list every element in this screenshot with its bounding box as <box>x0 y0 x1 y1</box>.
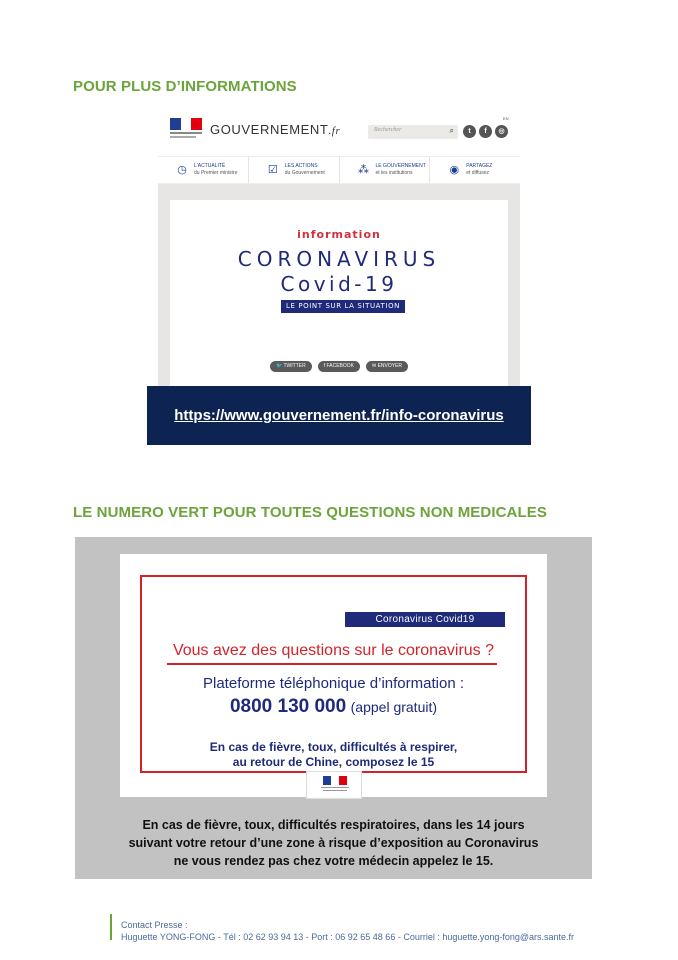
share-twitter-button[interactable]: 🐦 TWITTER <box>270 361 312 372</box>
coronavirus-banner <box>170 200 508 386</box>
language-switch[interactable]: EN <box>503 116 509 121</box>
share-row <box>170 361 508 372</box>
marianne-logo <box>170 118 202 142</box>
nav-item-partagez[interactable]: ◉ PARTAGEZ et diffusez <box>449 163 493 176</box>
nav-item-actions[interactable]: ☑ LES ACTIONS du Gouvernement <box>249 157 340 183</box>
clock-icon: ◷ <box>177 164 187 176</box>
search-icon[interactable]: ⌕ <box>449 126 454 135</box>
poster-fever-line1: En cas de fièvre, toux, difficultés à respirer, <box>209 740 458 754</box>
share-facebook-button[interactable]: f FACEBOOK <box>318 361 360 372</box>
gov-nav <box>158 156 520 184</box>
section-title-informations: POUR PLUS D’INFORMATIONS <box>73 78 297 95</box>
info-coronavirus-link[interactable]: https://www.gouvernement.fr/info-coronavirus <box>174 407 504 424</box>
share-email-button[interactable]: ✉ ENVOYER <box>366 361 408 372</box>
marianne-logo-small <box>306 771 362 799</box>
numero-vert-block <box>75 537 592 879</box>
gov-brand[interactable]: GOUVERNEMENT.fr <box>210 122 341 137</box>
banner-title: CORONAVIRUS <box>237 247 441 271</box>
banner-subtitle: Covid-19 <box>280 272 398 296</box>
gov-website-screenshot <box>158 110 520 390</box>
nav-item-actualite[interactable]: ◷ L'ACTUALITÉ du Premier ministre <box>158 157 249 183</box>
footer-label: Contact Presse : <box>121 920 188 930</box>
nav-item-gouvernement[interactable]: ⁂ LE GOUVERNEMENT et les institutions <box>340 157 431 183</box>
instagram-icon[interactable]: ◎ <box>495 125 508 138</box>
section-title-numero-vert: LE NUMERO VERT POUR TOUTES QUESTIONS NON MEDICALES <box>73 504 547 521</box>
free-call-note: (appel gratuit) <box>350 699 438 715</box>
gov-header <box>158 110 520 150</box>
url-banner <box>147 386 531 445</box>
checkbox-icon: ☑ <box>267 164 278 176</box>
situation-badge[interactable]: LE POINT SUR LA SITUATION <box>281 300 405 313</box>
phone-number: 0800 130 000 <box>229 696 347 717</box>
org-icon: ⁂ <box>358 164 369 176</box>
numero-vert-poster <box>120 554 547 797</box>
search-input[interactable]: Rechercher ⌕ <box>368 125 458 139</box>
poster-question: Vous avez des questions sur le coronavirus ? <box>172 642 495 659</box>
poster-platform: Plateforme téléphonique d’information : <box>203 675 464 692</box>
poster-fever-line2: au retour de Chine, composez le 15 <box>232 755 435 769</box>
footer-accent-bar <box>110 914 112 940</box>
poster-phone <box>120 696 547 718</box>
broadcast-icon: ◉ <box>449 164 460 176</box>
poster-tag: Coronavirus Covid19 <box>345 612 505 627</box>
poster-underline <box>167 663 497 665</box>
banner-kicker: information <box>297 228 381 241</box>
footer-contact: Huguette YONG-FONG - Tél : 02 62 93 94 13 - Port : 06 92 65 48 66 - Courriel : huguette.yong-fong@ars.sante.fr <box>121 932 575 942</box>
facebook-icon[interactable]: f <box>479 125 492 138</box>
twitter-icon[interactable]: t <box>463 125 476 138</box>
fever-notice: En cas de fièvre, toux, difficultés respiratoires, dans les 14 jours suivant votre retour d’une zone à risque d’exposition au Coronavirus ne vous rendez pas chez votre médecin appelez le 15. <box>128 818 539 868</box>
